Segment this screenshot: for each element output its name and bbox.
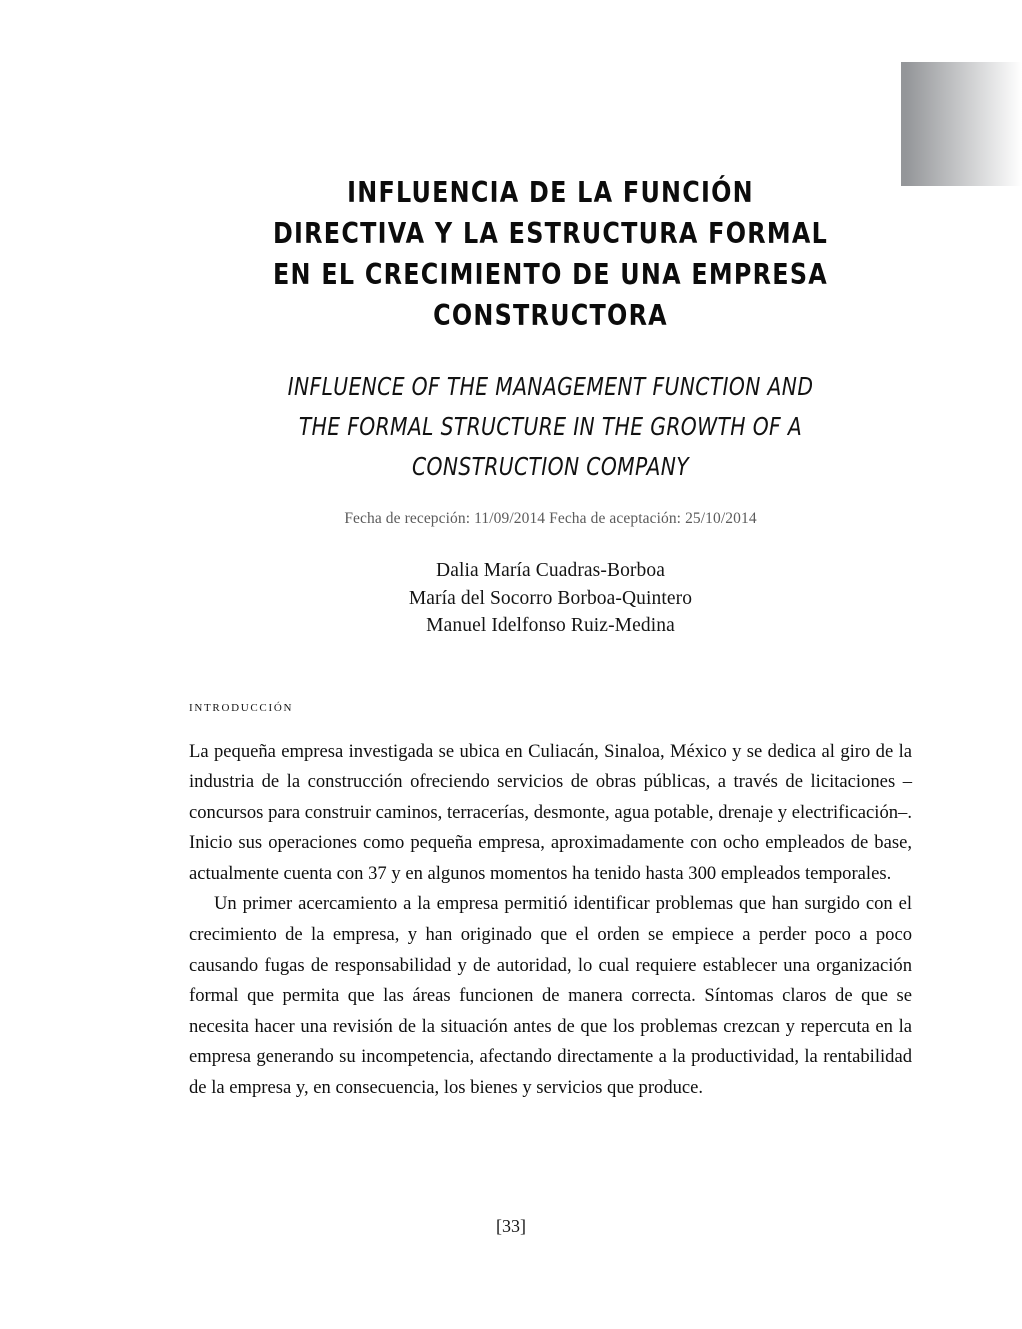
author-list: [189, 557, 912, 640]
title-line-4: CONSTRUCTORA: [433, 299, 668, 332]
author-name: Manuel Idelfonso Ruiz-Medina: [426, 615, 675, 636]
section-heading-introduccion: introducción: [189, 697, 294, 715]
subtitle-line-1: INFLUENCE OF THE MANAGEMENT FUNCTION AND: [287, 372, 814, 401]
author-name: Dalia María Cuadras-Borboa: [436, 560, 665, 581]
article-subtitle-english: [189, 336, 912, 487]
title-line-1: INFLUENCIA DE LA FUNCIÓN: [347, 176, 754, 209]
article-title: [189, 0, 912, 336]
title-line-2: DIRECTIVA Y LA ESTRUCTURA FORMAL: [272, 217, 829, 250]
author-name: María del Socorro Borboa-Quintero: [408, 587, 693, 609]
reception-acceptance-dates: Fecha de recepción: 11/09/2014 Fecha de aceptación: 25/10/2014: [344, 510, 757, 527]
title-line-3: EN EL CRECIMIENTO DE UNA EMPRESA: [273, 258, 828, 291]
subtitle-line-3: CONSTRUCTION COMPANY: [411, 452, 690, 481]
body-paragraph: Un primer acercamiento a la empresa permitió identificar problemas que han surgido con el crecimiento de la empresa, y han originado que el orden se empiece a perder poco a poco causando fugas de responsabilidad y de autoridad, lo cual requiere establecer una organización formal que permita que las áreas funcionen de manera correcta. Síntomas claros de que se necesita hacer una revisión de la situación antes de que los problemas crezcan y repercuta en la empresa generando su incompetencia, afectando directamente a la productividad, la rentabilidad de la empresa y, en consecuencia, los bienes y servicios que produce.: [189, 893, 912, 1099]
subtitle-line-2: THE FORMAL STRUCTURE IN THE GROWTH OF A: [298, 412, 803, 441]
page-content-column: [189, 0, 912, 1104]
body-paragraph: La pequeña empresa investigada se ubica en Culiacán, Sinaloa, México y se dedica al giro de la industria de la construcción ofreciendo servicios de obras públicas, a través de licitaciones –concursos para construir caminos, terracerías, desmonte, agua potable, drenaje y electrificación–. Inicio sus operaciones como pequeña empresa, aproximadamente con ocho empleados de base, actualmente cuenta con 37 y en algunos momentos ha tenido hasta 300 empleados temporales.: [189, 740, 912, 884]
page-number-folio: [33]: [496, 1216, 526, 1236]
